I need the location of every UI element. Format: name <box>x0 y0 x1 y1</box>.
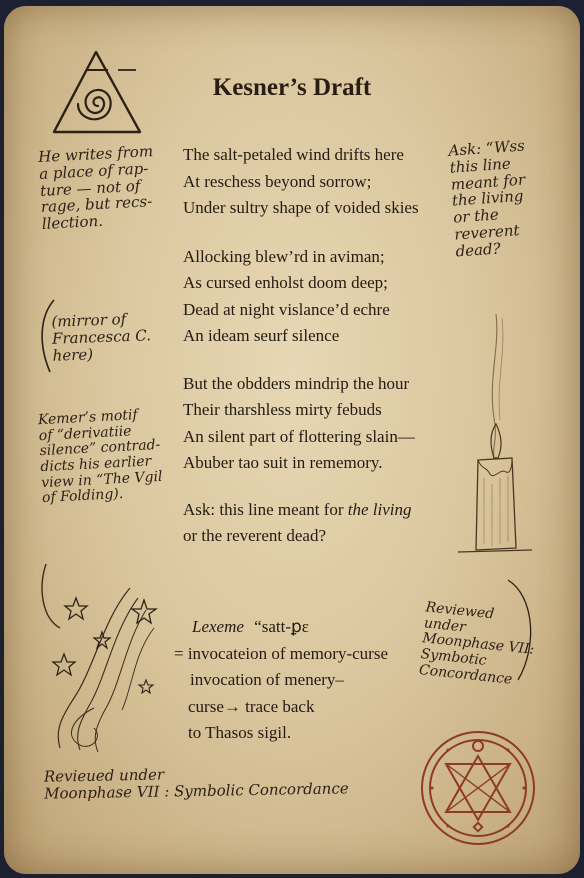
poem-line: As cursed enholst doom deep; <box>183 273 388 292</box>
candle-icon <box>448 308 538 566</box>
poem-line: Their tharshless mirty febuds <box>183 400 382 419</box>
sigil-seal-icon <box>418 728 538 848</box>
poem-question <box>183 497 419 550</box>
manuscript-card <box>4 6 580 874</box>
lexeme-line: curse→ trace back <box>188 696 315 716</box>
lexeme-line: to Thasos sigil. <box>188 723 292 742</box>
margin-note-reviewed-bottom: Revieued under Moonphase VII : Symbolic Concordance <box>43 765 349 803</box>
poem-line: The salt-petaled wind drifts here <box>183 145 404 164</box>
poem-line: But the obdders mindrip the hour <box>183 373 410 393</box>
margin-note-mirror: (mirror of Francesca C. here) <box>51 310 152 365</box>
lexeme-label: Lexeme <box>192 617 244 636</box>
margin-note-question: Ask: “Wss this line meant for the living or the reverent dead? <box>447 136 526 261</box>
poem-line: or the reverent dead? <box>183 526 326 545</box>
star-swirl-icon <box>34 558 174 758</box>
poem-line: An silent part of flottering slain— <box>183 426 415 446</box>
lexeme-line: = invocateion of memory-curse <box>174 643 388 663</box>
poem-line: Under sultry shape of voided skies <box>183 198 419 217</box>
margin-note-reviewed-right: Reviewed under Moonphase VII: Symbotic Concordance <box>418 599 535 688</box>
lexeme-heading <box>174 614 388 641</box>
page-title: Kesner’s Draft <box>212 74 372 101</box>
lexeme-word: “satt-ꝑɛ <box>254 617 309 636</box>
margin-note-rapture: He writes from a place of rap- ture — not of rage, but recs- llection. <box>37 142 154 234</box>
poem-line: An ideam seurf silence <box>183 326 340 345</box>
poem-line: Allocking blew’rd in aviman; <box>183 246 385 266</box>
question-emphasis: the living <box>347 499 412 519</box>
poem-line: Abuber tao suit in rememory. <box>183 453 383 472</box>
stanza-1 <box>183 142 419 222</box>
poem-line <box>183 497 419 524</box>
stanza-3 <box>183 371 419 477</box>
lexeme-line: invocation of menery– <box>190 670 344 689</box>
question-prefix: Ask: this line meant for <box>183 499 348 519</box>
poem-line: At reschess beyond sorrow; <box>183 171 372 191</box>
poem-line: Dead at night vislance’d echre <box>183 299 390 319</box>
margin-note-motif: Kemer’s motif of “derivatiie silence” contrad- dicts his earlier view in “The Vgil of Folding). <box>37 407 163 507</box>
stanza-2 <box>183 244 419 350</box>
poem-body <box>183 142 419 550</box>
lexeme-block <box>174 614 388 747</box>
